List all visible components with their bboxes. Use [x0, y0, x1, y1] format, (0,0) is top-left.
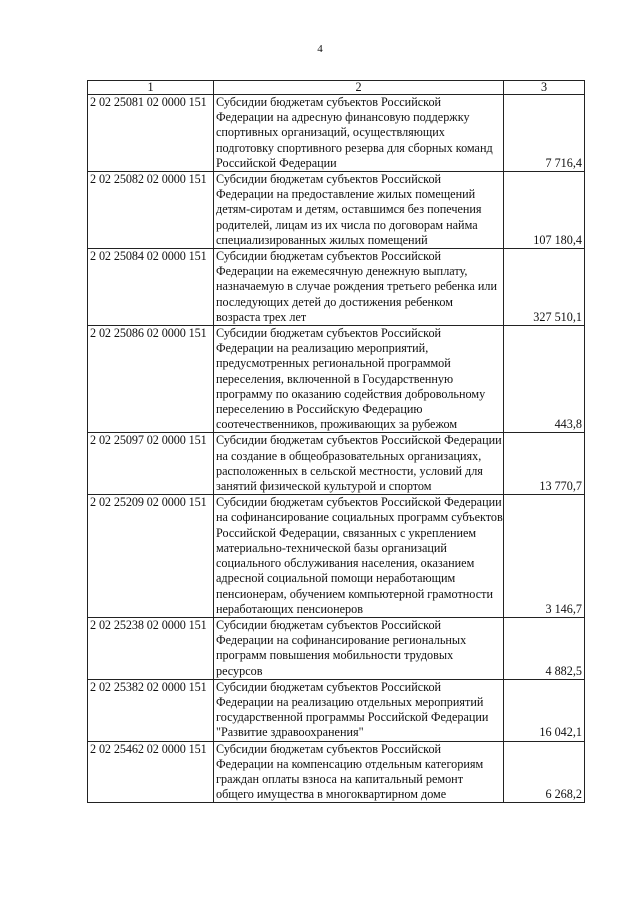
description-line: неработающих пенсионеров	[216, 601, 363, 616]
description-line: Федерации на предоставление жилых помещений	[216, 187, 476, 202]
description-line: граждан оплаты взноса на капитальный ремонт	[216, 771, 464, 786]
description-cell	[214, 172, 504, 249]
table-row	[88, 741, 585, 803]
description-line: государственной программы Российской Федерации	[216, 710, 489, 725]
budget-code-cell: 2 02 25084 02 0000 151	[88, 249, 214, 326]
description-line: предусмотренных региональной программой	[216, 356, 451, 371]
description-line: Субсидии бюджетам субъектов Российской	[216, 249, 442, 264]
description-line: программ повышения мобильности трудовых	[216, 648, 454, 663]
budget-code-cell: 2 02 25097 02 0000 151	[88, 433, 214, 495]
description-line: Субсидии бюджетам субъектов Российской	[216, 741, 442, 756]
description-line: расположенных в сельской местности, условий для	[216, 463, 483, 478]
amount-cell: 3 146,7	[504, 495, 585, 618]
budget-code-cell: 2 02 25209 02 0000 151	[88, 495, 214, 618]
budget-code-cell: 2 02 25081 02 0000 151	[88, 95, 214, 172]
column-header-2: 2	[214, 81, 504, 95]
description-line: переселения, включенной в Государственную	[216, 371, 454, 386]
description-line: последующих детей до достижения ребенком	[216, 294, 453, 309]
description-cell	[214, 433, 504, 495]
description-line: занятий физической культурой и спортом	[216, 479, 432, 494]
table-row	[88, 172, 585, 249]
description-line: Федерации на ежемесячную денежную выплату,	[216, 264, 468, 279]
budget-code-cell: 2 02 25462 02 0000 151	[88, 741, 214, 803]
table-row	[88, 249, 585, 326]
amount-cell: 4 882,5	[504, 617, 585, 679]
budget-subsidies-table	[87, 80, 585, 803]
description-line: специализированных жилых помещений	[216, 232, 428, 247]
description-line: адресной социальной помощи неработающим	[216, 571, 456, 586]
table-row	[88, 95, 585, 172]
description-line: переселению в Российскую Федерацию	[216, 402, 423, 417]
table-body	[88, 81, 585, 803]
table-row	[88, 617, 585, 679]
description-line: назначаемую в случае рождения третьего ребенка или	[216, 279, 497, 294]
table-header-row	[88, 81, 585, 95]
table-row	[88, 679, 585, 741]
description-line: Субсидии бюджетам субъектов Российской	[216, 172, 442, 187]
description-line: "Развитие здравоохранения"	[216, 725, 364, 740]
amount-cell: 7 716,4	[504, 95, 585, 172]
description-line: материально-технической базы организаций	[216, 540, 447, 555]
description-line: Субсидии бюджетам субъектов Российской	[216, 326, 442, 341]
description-line: Федерации на софинансирование региональных	[216, 633, 467, 648]
description-line: Российской Федерации	[216, 155, 337, 170]
description-cell	[214, 741, 504, 803]
amount-cell: 443,8	[504, 326, 585, 433]
budget-code-cell: 2 02 25082 02 0000 151	[88, 172, 214, 249]
description-line: Субсидии бюджетам субъектов Российской Федерации	[216, 495, 502, 510]
description-line: родителей, лицам из их числа по договорам найма	[216, 217, 478, 232]
description-line: Российской Федерации, связанных с укреплением	[216, 525, 477, 540]
description-line: Федерации на реализацию мероприятий,	[216, 341, 429, 356]
description-line: на создание в общеобразовательных организациях,	[216, 448, 482, 463]
amount-cell: 107 180,4	[504, 172, 585, 249]
description-line: Субсидии бюджетам субъектов Российской Федерации	[216, 433, 502, 448]
amount-cell: 327 510,1	[504, 249, 585, 326]
table-row	[88, 495, 585, 618]
description-line: Субсидии бюджетам субъектов Российской	[216, 679, 442, 694]
amount-cell: 6 268,2	[504, 741, 585, 803]
description-line: подготовку спортивного резерва для сборных команд	[216, 140, 493, 155]
description-line: возраста трех лет	[216, 309, 307, 324]
column-header-3: 3	[504, 81, 585, 95]
description-cell	[214, 617, 504, 679]
budget-code-cell: 2 02 25238 02 0000 151	[88, 617, 214, 679]
budget-code-cell: 2 02 25086 02 0000 151	[88, 326, 214, 433]
description-line: ресурсов	[216, 663, 263, 678]
amount-cell: 16 042,1	[504, 679, 585, 741]
description-line: общего имущества в многоквартирном доме	[216, 787, 447, 802]
description-line: Федерации на адресную финансовую поддержку	[216, 110, 470, 125]
description-cell	[214, 495, 504, 618]
table-row	[88, 326, 585, 433]
description-line: социального обслуживания населения, оказанием	[216, 556, 475, 571]
budget-code-cell: 2 02 25382 02 0000 151	[88, 679, 214, 741]
description-line: детям-сиротам и детям, оставшимся без попечения	[216, 202, 482, 217]
description-cell	[214, 679, 504, 741]
description-line: спортивных организаций, осуществляющих	[216, 125, 445, 140]
description-cell	[214, 326, 504, 433]
description-cell	[214, 249, 504, 326]
description-cell	[214, 95, 504, 172]
amount-cell: 13 770,7	[504, 433, 585, 495]
description-line: Субсидии бюджетам субъектов Российской	[216, 617, 442, 632]
description-line: Федерации на реализацию отдельных мероприятий	[216, 694, 484, 709]
description-line: Субсидии бюджетам субъектов Российской	[216, 95, 442, 109]
description-line: Федерации на компенсацию отдельным категориям	[216, 756, 484, 771]
description-line: программу по оказанию содействия добровольному	[216, 386, 486, 401]
page-number: 4	[317, 43, 323, 55]
table-row	[88, 433, 585, 495]
description-line: пенсионерам, обучением компьютерной грамотности	[216, 586, 493, 601]
description-line: на софинансирование социальных программ субъектов	[216, 510, 503, 525]
column-header-1: 1	[88, 81, 214, 95]
description-line: соотечественников, проживающих за рубежом	[216, 417, 458, 432]
